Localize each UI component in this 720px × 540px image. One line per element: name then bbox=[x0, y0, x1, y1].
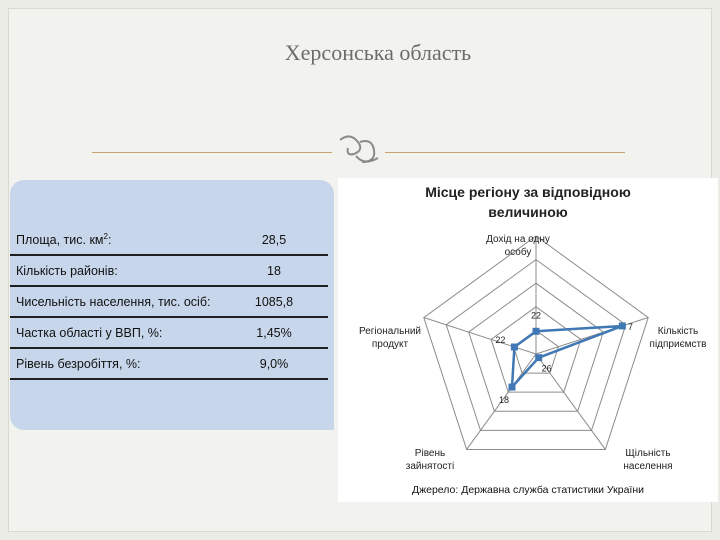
data-label: 7 bbox=[627, 321, 633, 332]
data-label: 22 bbox=[495, 334, 506, 345]
divider-right bbox=[385, 152, 625, 153]
slide-title: Херсонська область bbox=[284, 40, 472, 65]
axis-label: Дохід на одну особу bbox=[486, 234, 550, 258]
stats-table bbox=[10, 225, 328, 380]
chart-source: Джерело: Державна служба статистики України bbox=[411, 484, 644, 496]
radar-chart-card bbox=[338, 178, 718, 502]
row-value: 28,5 bbox=[261, 232, 287, 247]
axis-label: Рівень зайнятості bbox=[405, 448, 455, 472]
table-row bbox=[10, 225, 328, 255]
grid-spoke bbox=[424, 318, 536, 354]
row-value: 9,0% bbox=[259, 356, 289, 371]
data-point bbox=[511, 343, 518, 350]
row-value: 1085,8 bbox=[254, 294, 294, 309]
row-label: Площа, тис. $км^2$: bbox=[16, 231, 112, 248]
table-row bbox=[10, 286, 328, 317]
row-label: Чисельність населення, тис. осіб: bbox=[16, 294, 211, 309]
data-point bbox=[533, 328, 540, 335]
axis-label: Кількість підприємств bbox=[649, 326, 707, 350]
divider-left bbox=[92, 152, 332, 153]
row-label: Рівень безробіття, %: bbox=[16, 356, 141, 371]
chart-title-line: Місце регіону за відповідною bbox=[425, 184, 631, 200]
axis-label: Регіональний продукт bbox=[358, 326, 422, 350]
axis-label: Щільність населення bbox=[623, 448, 673, 472]
scroll-ornament-icon bbox=[334, 132, 384, 172]
data-label: 26 bbox=[541, 363, 552, 374]
data-point bbox=[508, 384, 515, 391]
table-row bbox=[10, 348, 328, 379]
data-point bbox=[535, 354, 542, 361]
row-value: 1,45% bbox=[256, 325, 292, 340]
radar-chart bbox=[338, 178, 718, 478]
table-row bbox=[10, 317, 328, 348]
data-point bbox=[619, 322, 626, 329]
chart-title-line: величиною bbox=[488, 204, 568, 220]
row-label: Частка області у ВВП, %: bbox=[16, 325, 163, 340]
row-label: Кількість районів: bbox=[16, 263, 118, 278]
table-row bbox=[10, 255, 328, 286]
data-label: 18 bbox=[498, 395, 509, 406]
data-label: 22 bbox=[530, 310, 542, 321]
series-line bbox=[512, 326, 622, 387]
row-value: 18 bbox=[267, 263, 281, 278]
